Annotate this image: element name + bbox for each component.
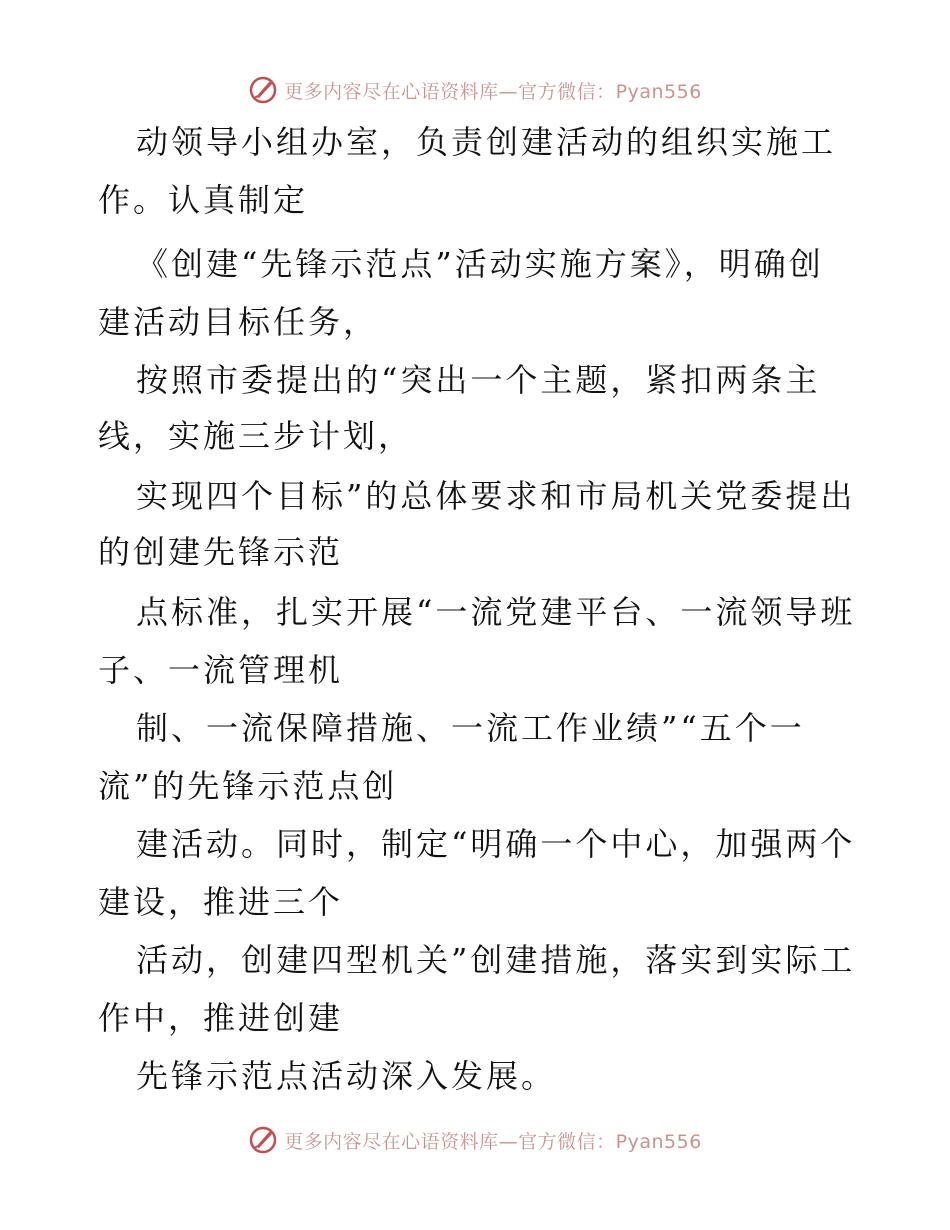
footer-watermark-text: 更多内容尽在心语资料库—官方微信：Pyan556 [284, 1130, 702, 1153]
text-line: 动领导小组办室，负责创建活动的组织实施工 [136, 123, 837, 161]
text-line: 作中，推进创建 [98, 999, 344, 1037]
text-line: 先锋示范点活动深入发展。 [136, 1057, 557, 1095]
text-line: 建活动。同时，制定“明确一个中心，加强两个 [136, 825, 856, 863]
text-line: 子、一流管理机 [98, 651, 344, 689]
text-line: 建活动目标任务， [98, 303, 379, 341]
text-line: 点标准，扎实开展“一流党建平台、一流领导班 [136, 593, 856, 631]
text-line: 《创建“先锋示范点”活动实施方案》，明确创 [136, 245, 824, 283]
text-line: 活动，创建四型机关”创建措施，落实到实际工 [136, 941, 856, 979]
text-line: 建设，推进三个 [98, 883, 344, 921]
header-watermark-text: 更多内容尽在心语资料库—官方微信：Pyan556 [284, 80, 702, 103]
quill-circle-logo-icon [248, 1125, 278, 1155]
text-line: 制、一流保障措施、一流工作业绩”“五个一 [136, 709, 805, 747]
text-line: 实现四个目标”的总体要求和市局机关党委提出 [136, 477, 856, 515]
text-line: 线，实施三步计划， [98, 417, 414, 455]
text-line: 流”的先锋示范点创 [98, 767, 398, 805]
quill-circle-logo-icon [248, 75, 278, 105]
footer-watermark [0, 1120, 950, 1160]
text-line: 按照市委提出的“突出一个主题，紧扣两条主 [136, 361, 821, 399]
text-line: 作。认真制定 [98, 181, 309, 219]
header-watermark [0, 70, 950, 110]
text-line: 的创建先锋示范 [98, 533, 344, 571]
